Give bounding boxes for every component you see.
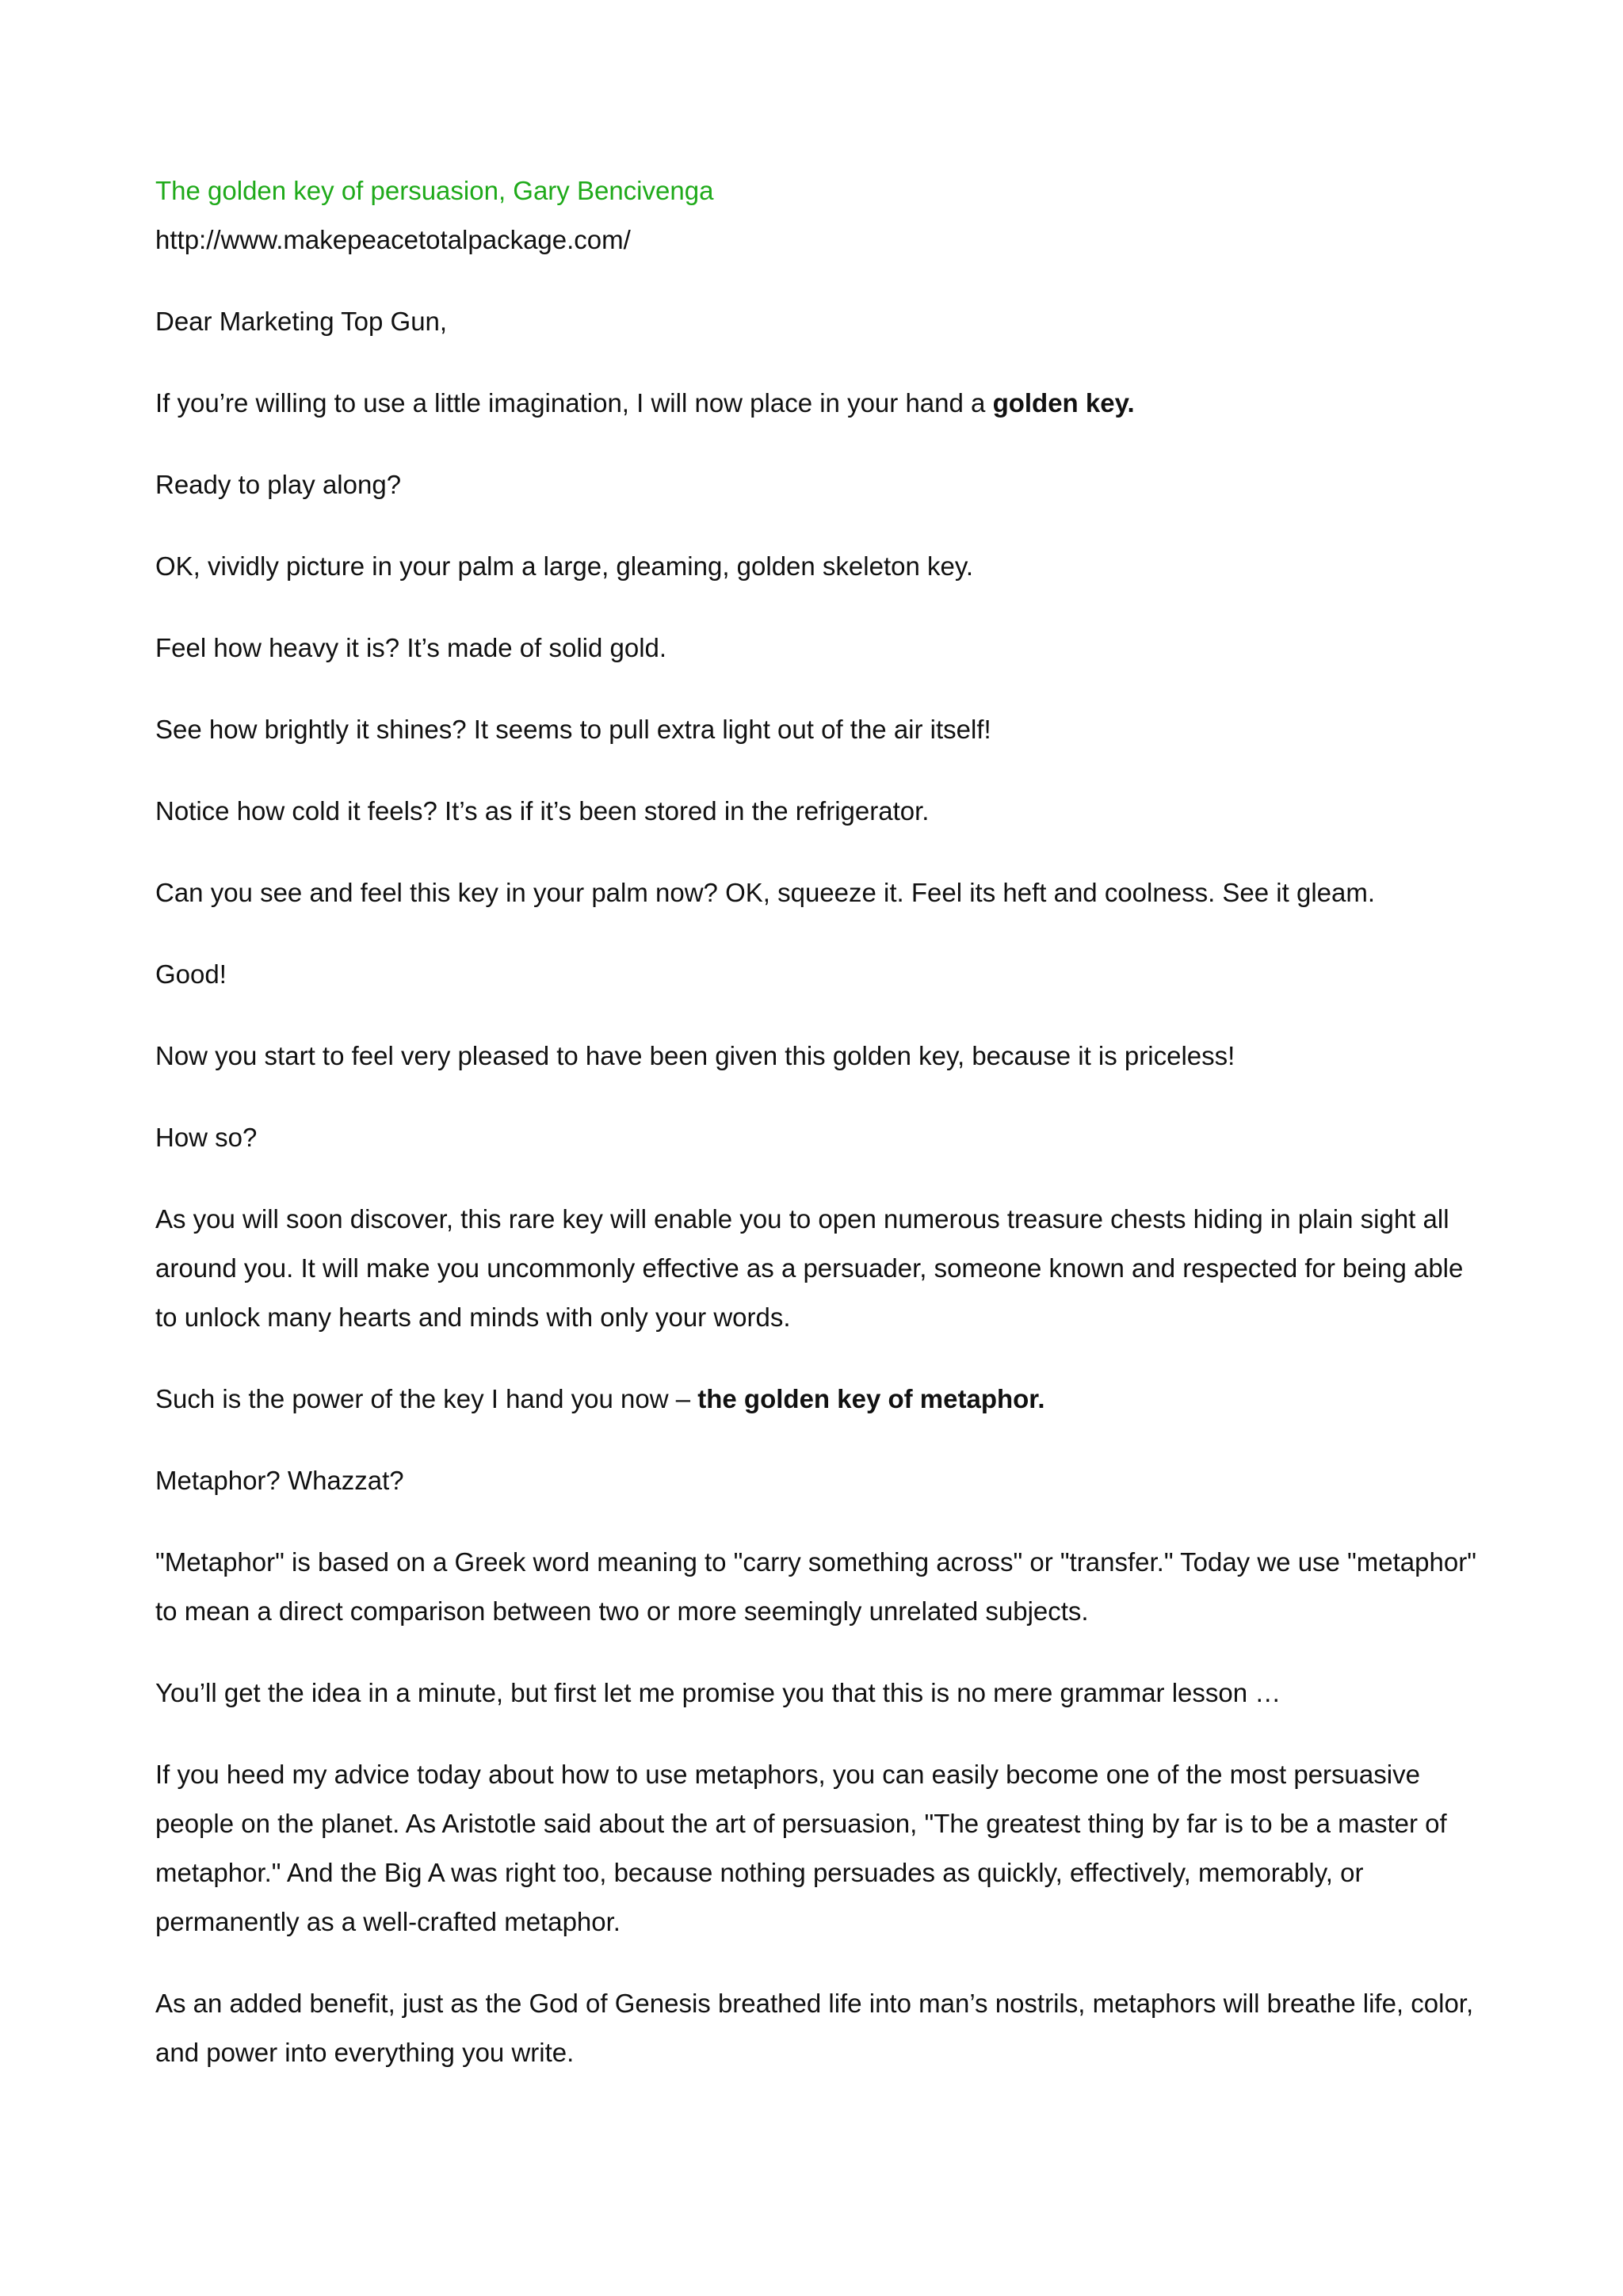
document-title: The golden key of persuasion, Gary Bencivenga	[155, 176, 714, 205]
paragraph-text: Notice how cold it feels? It’s as if it’s been stored in the refrigerator.	[155, 796, 930, 826]
paragraph-text: Dear Marketing Top Gun,	[155, 307, 448, 336]
paragraph-text: Good!	[155, 959, 227, 989]
paragraph	[155, 1195, 1480, 1342]
paragraph	[155, 624, 1480, 673]
paragraph	[155, 1979, 1480, 2077]
paragraph-text: You’ll get the idea in a minute, but first let me promise you that this is no mere grammar lesson …	[155, 1678, 1281, 1707]
paragraph-text: Ready to play along?	[155, 470, 402, 499]
paragraph	[155, 1375, 1480, 1424]
paragraph-text: Feel how heavy it is? It’s made of solid gold.	[155, 633, 667, 662]
paragraph-text: As an added benefit, just as the God of Genesis breathed life into man’s nostrils, metaphors will breathe life, color, and power into everything you write.	[155, 1989, 1474, 2067]
paragraph-text: "Metaphor" is based on a Greek word meaning to "carry something across" or "transfer." Today we use "metaphor" to mean a direct comparison between two or more seemingly unrelated subjects.	[155, 1547, 1476, 1626]
paragraph	[155, 1032, 1480, 1081]
paragraph-text: If you heed my advice today about how to use metaphors, you can easily become one of the most persuasive people on the planet. As Aristotle said about the art of persuasion, "The greatest thing by far is to be a master of metaphor." And the Big A was right too, because nothing persuades as quickly, effectively, memorably, or permanently as a well-crafted metaphor.	[155, 1760, 1447, 1936]
paragraph	[155, 460, 1480, 509]
paragraph	[155, 705, 1480, 754]
paragraph-text: See how brightly it shines? It seems to pull extra light out of the air itself!	[155, 715, 991, 744]
paragraph	[155, 868, 1480, 917]
paragraph-text: As you will soon discover, this rare key will enable you to open numerous treasure chests hiding in plain sight all around you. It will make you uncommonly effective as a persuader, someone known and respected for being able to unlock many hearts and minds with only your words.	[155, 1204, 1464, 1332]
paragraph-bold-text: the golden key of metaphor.	[697, 1384, 1045, 1413]
paragraph	[155, 1456, 1480, 1505]
source-url[interactable]: http://www.makepeacetotalpackage.com/	[155, 225, 631, 254]
paragraph-text: Now you start to feel very pleased to have been given this golden key, because it is priceless!	[155, 1041, 1235, 1070]
paragraph	[155, 379, 1480, 428]
paragraph	[155, 950, 1480, 999]
paragraph	[155, 1113, 1480, 1162]
paragraph	[155, 1669, 1480, 1718]
paragraph-text: Metaphor? Whazzat?	[155, 1466, 404, 1495]
paragraph	[155, 297, 1480, 346]
paragraph-text: If you’re willing to use a little imagination, I will now place in your hand a	[155, 388, 993, 418]
paragraph-text: Such is the power of the key I hand you now –	[155, 1384, 698, 1413]
paragraph	[155, 1750, 1480, 1947]
paragraph-text: Can you see and feel this key in your palm now? OK, squeeze it. Feel its heft and coolness. See it gleam.	[155, 878, 1376, 907]
paragraph	[155, 1538, 1480, 1636]
paragraph	[155, 542, 1480, 591]
paragraph-text: OK, vividly picture in your palm a large, gleaming, golden skeleton key.	[155, 551, 974, 581]
paragraph-text: How so?	[155, 1123, 258, 1152]
paragraph	[155, 787, 1480, 836]
paragraph-bold-text: golden key.	[992, 388, 1135, 418]
document-page	[155, 166, 1480, 2110]
